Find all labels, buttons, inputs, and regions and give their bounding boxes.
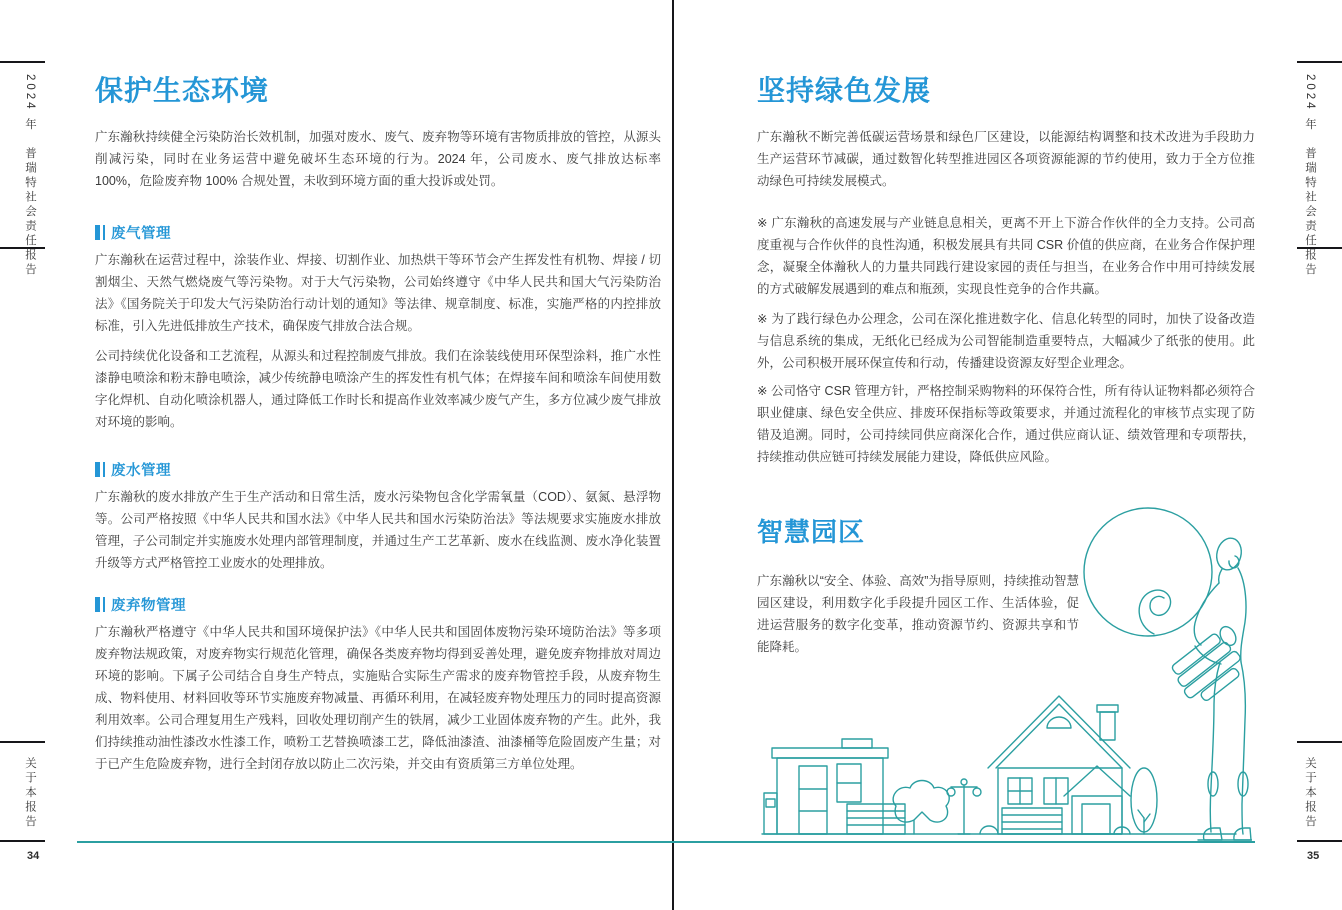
section-paragraph: 公司持续优化设备和工艺流程，从源头和过程控制废气排放。我们在涂装线使用环保型涂料，推广水性漆静电喷涂和粉末静电喷涂，减少传统静电喷涂产生的挥发性有机气体；在焊接车间和喷涂车间使用数字化焊机、自动化喷涂机器人，通过降低工作时长和提高作业效率减少废气产生，多方位减少废气排放对环境的影响。 (95, 349, 661, 429)
smart-park-illustration (752, 486, 1252, 848)
page-protect-environment (95, 0, 661, 775)
light-bulb-icon (1084, 508, 1249, 709)
section-heading-label: 废气管理 (111, 226, 171, 242)
house-icon (988, 696, 1130, 834)
page-title: 坚持绿色发展 (757, 75, 932, 106)
tree-icon (893, 781, 949, 835)
intro-paragraph: 广东瀚秋持续健全污染防治长效机制，加强对废水、废气、废弃物等环境有害物质排放的管控，从源头削减污染，同时在业务运营中避免破坏生态环境的行为。2024 年，公司废水、废气排放达标率 100%，危险废弃物 100% 合规处置，未收到环境方面的重大投诉或处罚。 (95, 130, 661, 188)
left-sidebar-rule-top (0, 61, 45, 63)
section-paragraph: 广东瀚秋严格遵守《中华人民共和国环境保护法》《中华人民共和国固体废物污染环境防治法》等多项废弃物法规政策，对废弃物实行规范化管理，确保各类废弃物均得到妥善处理，避免废弃物排放对周边环境的影响。下属子公司结合自身生产特点，实施贴合实际生产需求的废弃物管控手段，从废弃物生成、物料使用、材料回收等环节实施废弃物减量、再循环利用，在减轻废弃物处理压力的同时提高资源利用效率。公司合理复用生产残料，回收处理切削产生的铁屑，减少工业固体废弃物的产生。此外，我们持续推动油性漆改水性漆工作，喷粉工艺替换喷漆工艺，降低油漆渣、油漆桶等危险固废产生量；对于已产生危险废弃物，进行全封闭存放以防止二次污染，并交由有资质第三方单位处理。 (95, 625, 661, 771)
street-lamp-icon (947, 779, 981, 834)
section-heading-solid-waste (95, 594, 661, 615)
section-heading-label: 废水管理 (111, 463, 171, 479)
smart-park-paragraph: 广东瀚秋以“安全、体验、高效”为指导原则，持续推动智慧园区建设，利用数字化手段提升园区工作、生活体验，促进运营服务的数字化变革，推动资源节约、资源共享和节能降耗。 (757, 574, 1079, 654)
heading-bar-icon (95, 225, 100, 240)
left-sidebar-rule-bottom-top (0, 741, 45, 743)
right-sidebar-rule-top (1297, 61, 1342, 63)
heading-bar-icon (103, 462, 105, 477)
intro-paragraph: 广东瀚秋不断完善低碳运营场景和绿色厂区建设，以能源结构调整和技术改进为手段助力生产运营环节减碳，通过数智化转型推进园区各项资源能源的节约使用，致力于全方位推动绿色可持续发展模式。 (757, 130, 1255, 188)
right-page-number: 35 (1307, 850, 1320, 862)
section-paragraph: 广东瀚秋在运营过程中，涂装作业、焊接、切割作业、加热烘干等环节会产生挥发性有机物、焊接 / 切割烟尘、天然气燃烧废气等污染物。对于大气污染物，公司始终遵守《中华人民共和国大气污染防治法》《国务院关于印发大气污染防治行动计划的通知》等法律、规章制度、标准，实施严格的内控排放标准，引入先进低排放生产技术，确保废气排放合法合规。 (95, 253, 661, 333)
heading-bar-icon (95, 597, 100, 612)
right-sidebar-rule-bottom-top (1297, 741, 1342, 743)
bullet-paragraph: ※ 为了践行绿色办公理念，公司在深化推进数字化、信息化转型的同时，加快了设备改造与信息系统的集成，无纸化已经成为公司智能制造重要特点，大幅减少了纸张的使用。此外，公司积极开展环保宣传和行动，传播建设资源友好型企业理念。 (757, 312, 1255, 370)
left-sidebar-rule-bottom (0, 840, 45, 842)
section-heading-waste-water (95, 459, 661, 480)
section-paragraph: 广东瀚秋的废水排放产生于生产活动和日常生活，废水污染物包含化学需氧量（COD）、氨氮、悬浮物等。公司严格按照《中华人民共和国水法》《中华人民共和国水污染防治法》等法规要求实施废水排放管理，子公司制定并实施废水处理内部管理制度，并通过生产工艺革新、废水在线监测、废水净化装置升级等方式严格管控工业废水的处理排放。 (95, 490, 661, 570)
tall-tree-icon (1131, 768, 1157, 834)
page-fold-divider (672, 0, 674, 910)
office-building-icon (764, 739, 905, 834)
bullet-paragraph: ※ 广东瀚秋的高速发展与产业链息息相关，更离不开上下游合作伙伴的全力支持。公司高度重视与合作伙伴的良性沟通，积极发展具有共同 CSR 价值的供应商，在业务合作保护理念，凝聚全体瀚秋人的力量共同践行建设家园的责任与担当，在业务合作中用可持续发展的方式破解发展遇到的难点和瓶颈，实现良性竞争的合作共赢。 (757, 216, 1255, 296)
right-sidebar-section-label: 关于本报告 (1304, 757, 1316, 830)
section-heading-waste-gas (95, 222, 661, 243)
left-sidebar-section-label: 关于本报告 (24, 757, 36, 830)
bullet-paragraph: ※ 公司恪守 CSR 管理方针，严格控制采购物料的环保符合性，所有待认证物料都必须符合职业健康、绿色安全供应、排废环保指标等政策要求，并通过流程化的审核节点实现了防错及追溯。同时，公司持续同供应商深化合作，通过供应商认证、绩效管理和专项帮扶，持续推动供应链可持续发展能力建设，降低供应风险。 (757, 384, 1255, 464)
right-sidebar-report-title: 2024 年 普瑞特社会责任报告 (1304, 74, 1316, 278)
left-sidebar-report-title: 2024 年 普瑞特社会责任报告 (24, 74, 36, 278)
heading-bar-icon (95, 462, 100, 477)
right-sidebar-rule-bottom (1297, 840, 1342, 842)
bush-icon (980, 826, 998, 834)
smart-park-title: 智慧园区 (757, 517, 866, 547)
heading-bar-icon (103, 225, 105, 240)
left-page-number: 34 (27, 850, 40, 862)
page-title: 保护生态环境 (95, 75, 270, 106)
section-heading-label: 废弃物管理 (111, 598, 186, 614)
heading-bar-icon (103, 597, 105, 612)
